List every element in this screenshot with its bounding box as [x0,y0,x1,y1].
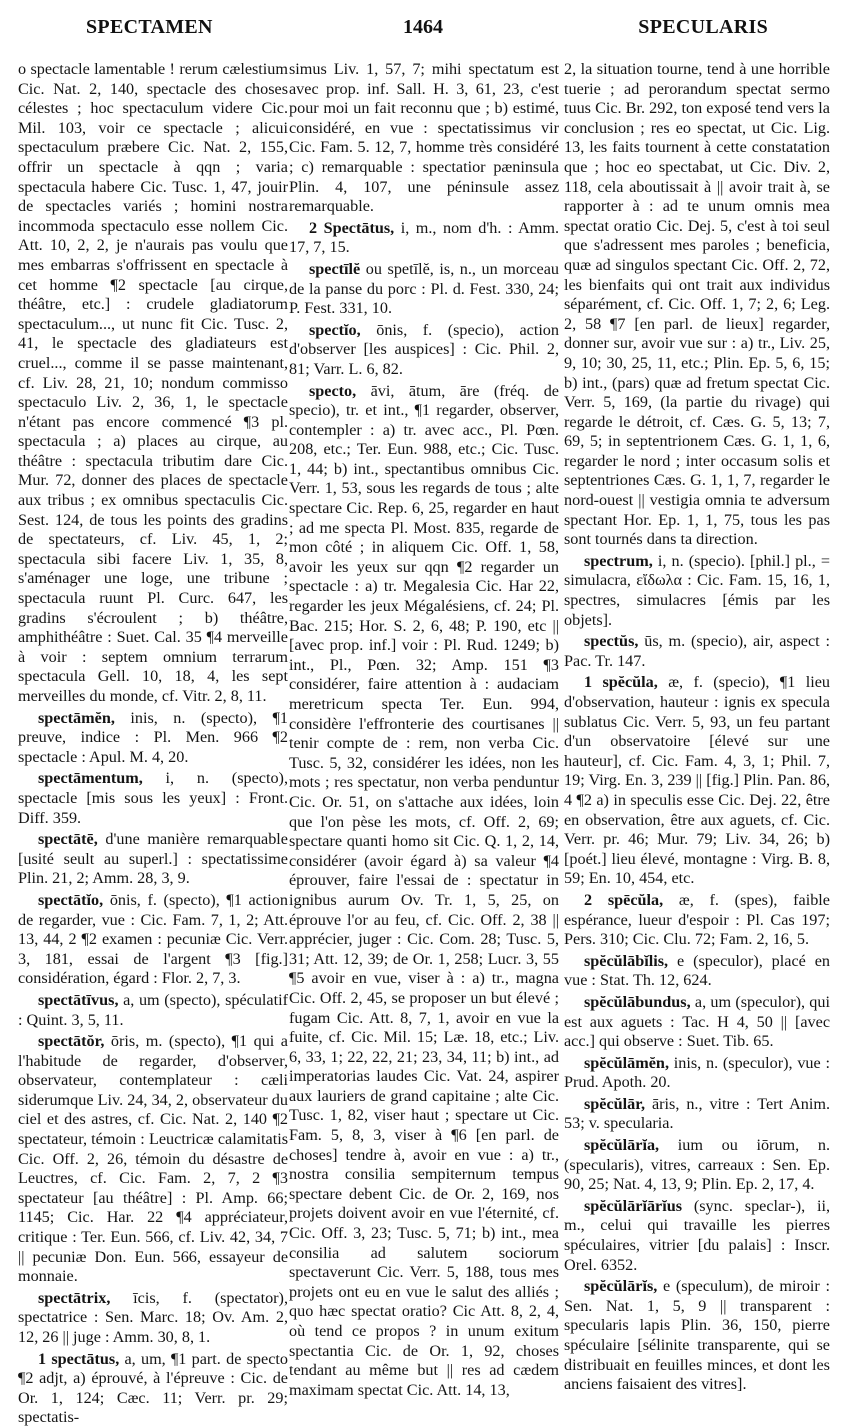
entry [18,769,288,828]
headword: 2 spēcŭla, [584,890,664,909]
page-header [14,8,832,54]
entry-text: o spectacle lamentable ! rerum cælestium Cic. Nat. 2, 140, spectacle des choses célestes ; hoc spectaculum videre Cic. Mil. 103, voir ce spectacle ; alicui spectaculum præbere Cic. Nat. 2, 155, offrir un spectacle à qqn ; varia spectacula habere Cic. Tusc. 1, 47, jouir de spectacles variés ; homini nostra incommoda spectaculo esse nollem Cic. Att. 10, 2, 2, je n'aurais pas voulu que mes embarras s'offrissent en spectacle à cet homme ¶2 spectacle [au cirque, théâtre, etc.] : crudele gladiatorum spectaculum..., ut nunc fit Cic. Tusc. 2, 41, le spectacle des gladiateurs est cruel..., comme il se passe maintenant, cf. Liv. 28, 21, 10; nondum commisso spectaculo Liv. 2, 36, 1, le spectacle n'étant pas encore commencé ¶3 pl. spectacula ; a) places au cirque, au théâtre : spectacula tributim dare Cic. Mur. 72, donner des places de spectacle aux tribus ; ex omnibus spectaculis Cic. Sest. 124, de tous les points des gradins de spectateurs, cf. Liv. 45, 1, 2; spectacula sibi facere Liv. 1, 35, 8, s'aménager une loge, une tribune ; spectacula ruunt Pl. Curc. 647, les gradins s'écroulent ; b) théâtre, amphithéâtre : Suet. Cal. 35 ¶4 merveille à voir : septem omnium terrarum spectacula Gell. 10, 18, 4, les sept merveilles du monde, cf. Vitr. 2, 8, 11. [18,60,288,705]
headword: spectāmentum, [38,769,143,788]
headword: spĕcŭlārĭārĭus [584,1196,683,1215]
entry [18,991,288,1030]
headword: spĕcŭlārĭs, [584,1277,658,1296]
headword: spectātrix, [38,1288,111,1307]
headword: spĕcŭlārĭa, [584,1136,660,1155]
entry-text: a, um (speculor), qui est aux aguets : Tac. H 4, 50 || [avec acc.] qui observe : Suet. Tib. 65. [564,992,830,1051]
headword: spectātŏr, [38,1032,105,1051]
entry-text: d'une manière remarquable [usité seult au superl.] : spectatissime Plin. 21, 2; Amm. 28, 3, 9. [18,830,288,888]
entry [18,60,288,707]
entry-text: a, um (specto), spéculatif : Quint. 3, 5, 11. [18,990,288,1029]
entry [18,1350,288,1428]
headword: spĕcŭlābundus, [584,992,691,1011]
entry-text: i, n. (specio). [phil.] pl., = simulacra, εἴδωλα : Cic. Fam. 15, 16, 1, spectres, simulacres [émis par les objets]. [564,551,830,629]
entry [564,952,830,991]
entry [289,321,559,380]
headword: spĕcŭlābĭlis, [584,951,669,970]
entry [564,1054,830,1093]
entry-text: ōris, m. (specto), ¶1 qui a l'habitude de regarder, d'observer, observateur, contemplateur : cæli siderumque Liv. 24, 34, 2, observateur du ciel et des astres, cf. Cic. Nat. 2, 140 ¶2 spectateur, témoin : Leuctricæ calamitatis Cic. Off. 2, 26, témoin du désastre de Leuctres, cf. Cic. Fam. 2, 7, 2 ¶3 spectateur [au théâtre] : Pl. Amp. 66; 1145; Cic. Har. 22 ¶4 appréciateur, critique : Ter. Eun. 566, cf. Liv. 42, 34, 7 || pecuniæ Don. Eun. 566, essayeur de monnaie. [18,1032,288,1286]
headword: spectātīvus, [38,990,119,1009]
headword: spectāmĕn, [38,708,115,727]
headword: 1 spectātus, [38,1349,120,1368]
entry [564,60,830,550]
entry-text: i, m., nom d'h. : Amm. 17, 7, 15. [289,218,559,257]
entry-text: e (speculor), placé en vue : Stat. Th. 12, 624. [564,951,830,990]
entry [18,709,288,768]
entry [564,1197,830,1275]
entry [564,632,830,671]
header-left-guideword: SPECTAMEN [86,16,213,38]
entry-text: i, n. (specto), spectacle [mis sous les yeux] : Front. Diff. 359. [18,769,288,827]
entry-text: ōnis, f. (specio), action d'observer [les auspices] : Cic. Phil. 2, 81; Varr. L. 6, 82. [289,320,559,378]
entry [564,1095,830,1134]
headword: spĕcŭlāmĕn, [584,1053,669,1072]
column-2 [289,60,559,1399]
headword: spectātē, [38,830,98,849]
headword: specto, [309,381,357,400]
headword: spectīlĕ [309,259,361,278]
entry-text: inis, n. (specto), ¶1 preuve, indice : Pl. Men. 966 ¶2 spectacle : Apul. M. 4, 20. [18,708,288,766]
page-number: 1464 [403,16,443,38]
entry-text: 2, la situation tourne, tend à une horrible tuerie ; ad perorandum spectat sermo tuus Cic. Br. 292, ton exposé tend vers la conclusion ; res eo spectat, ut Cic. Lig. 13, les faits tournent à cette constatation que ; hoc eo spectabat, ut Cic. Div. 2, 118, cela aboutissait à || avoir trait à, se rapporter à : ad te unum omnis mea spectat oratio Cic. Dej. 5, c'est à toi seul que s'adressent mes paroles ; beneficia, quæ ad singulos spectant Cic. Off. 2, 72, les bienfaits qui ont trait aux individus séparément, cf. Cic. Off. 1, 7; 2, 6; Leg. 2, 58 ¶7 [en parl. de lieux] regarder, donner sur, avoir vue sur : a) tr., Liv. 25, 9, 10; 30, 25, 11, etc.; Plin. Ep. 5, 6, 15; b) int., (pars) quæ ad fretum spectat Cic. Verr. 5, 169, (la partie du rivage) qui regarde le détroit, cf. Cæs. G. 5, 13; 7, 69, 5; in septentrionem Cæs. G. 1, 1, 6, regarder le nord ; inter occasum solis et septentriones Cæs. G. 1, 1, 7, regarder le nord-ouest || vestigia omnia te adversum spectant Hor. Ep. 1, 1, 75, tous les pas sont tournés dans ta direction. [564,60,830,549]
entry [18,830,288,889]
entry-text: a, um, ¶1 part. de specto ¶2 adjt, a) éprouvé, à l'épreuve : Cic. de Or. 1, 124; Cæc. 11; Verr. pr. 29; spectatis- [18,1349,288,1427]
entry-text: simus Liv. 1, 57, 7; mihi spectatum est avec prop. inf. Sall. H. 3, 61, 23, c'est pour moi un fait reconnu que ; b) estimé, considéré, en vue : spectatissimus vir Cic. Fam. 5. 12, 7, homme très considéré ; c) remarquable : spectatior pæninsula Plin. 4, 107, une péninsule assez remarquable. [289,60,559,216]
headword: spĕcŭlār, [584,1094,646,1113]
entry-text: ium ou iōrum, n. (specularis), vitres, carreaux : Sen. Ep. 90, 25; Nat. 4, 13, 9; Plin. Ep. 2, 17, 4. [564,1136,830,1194]
entry-text: inis, n. (speculor), vue : Prud. Apoth. 20. [564,1053,830,1092]
entry-text: āvi, ātum, āre (fréq. de specio), tr. et int., ¶1 regarder, observer, contempler : a) tr. avec acc., Pl. Pœn. 208, etc.; Ter. Eun. 988, etc.; Cic. Tusc. 1, 44; b) int., spectantibus omnibus Cic. Verr. 1, 53, sous les regards de tous ; alte spectare Cic. Rep. 6, 25, regarder en haut ; ad me specta Pl. Most. 835, regarde de mon côté ; in aliquem Cic. Off. 1, 58, avoir les yeux sur qqn ¶2 regarder un spectacle : a) tr. Megalesia Cic. Har 22, regarder les jeux Mégalésiens, cf. 24; Pl. Bac. 215; Hor. S. 2, 6, 48; P. 190, etc || [avec prop. inf.] voir : Pl. Rud. 1249; b) int., Pl., Pœn. 32; Amp. 151 ¶3 considérer, faire attention à : audaciam meretricum specta Ter. Eun. 994, considère l'effronterie des courtisanes || tenir compte de : rem, non verba Cic. Tusc. 5, 32, considérer les idées, non les mots ; res spectatur, non verba penduntur Cic. Or. 51, on s'attache aux idées, loin que l'on pèse les mots, cf. Off. 2, 69; spectare quanti homo sit Cic. Q. 1, 2, 14, considérer (avoir égard à) sa valeur ¶4 éprouver, faire l'essai de : spectatur in ignibus aurum Ov. Tr. 1, 5, 25, on éprouve l'or au feu, cf. Cic. Off. 2, 38 || apprécier, juger : Cic. Com. 28; Tusc. 5, 31; Att. 12, 39; de Or. 1, 258; Lucr. 3, 55 ¶5 avoir en vue, viser à : a) tr., magna Cic. Off. 2, 45, se proposer un but élevé ; fugam Cic. Att. 8, 7, 1, avoir en vue la fuite, cf. Cic. Mil. 15; Læ. 18, etc.; Liv. 6, 33, 1; 22, 22, 21; 23, 34, 11; b) int., ad imperatorias laudes Cic. Vat. 24, aspirer aux lauriers de grand capitaine ; alte Cic. Tusc. 1, 82, viser haut ; spectare ut Cic. Fam. 5, 8, 3, viser à ¶6 [en parl. de choses] tendre à, avoir en vue : a) tr., nostra consilia sempiternum tempus spectare debent Cic. de Or. 2, 169, nos projets doivent avoir en vue l'éternité, cf. Cic. Off. 3, 23; Tusc. 5, 71; b) int., mea consilia ad salutem sociorum spectaverunt Cic. Verr. 5, 188, tous mes projets ont eu en vue le salut des alliés ; quo hæc spectat oratio? Cic Att. 8, 2, 4, où tend ce propos ? in unum exitum spectantia Cic. de Or. 1, 92, choses tendant au même but || res ad cædem maximam spectat Cic. Att. 14, 13, [289,381,559,1399]
entry [289,60,559,217]
headword: 2 Spectātus, [309,218,395,237]
entry-text: (sync. speclar-), ii, m., celui qui travaille les pierres spéculaires, vitrier [du palais] : Inscr. Orel. 6352. [564,1196,830,1274]
entry-text: ou spetīlĕ, is, n., un morceau de la panse du porc : Pl. d. Fest. 330, 24; P. Fest. 331, 10. [289,259,559,318]
headword: spectātĭo, [38,890,104,909]
headword: spectĭo, [309,320,361,339]
entry [18,1032,288,1287]
entry [564,673,830,889]
headword: spectŭs, [584,632,639,651]
entry [564,552,830,630]
entry [289,219,559,258]
entry-text: æ, f. (spes), faible espérance, lueur d'espoir : Pl. Cas 197; Pers. 310; Cic. Clu. 72; Fam. 2, 16, 5. [564,890,830,949]
entry [564,891,830,950]
entry [564,1136,830,1195]
entry-text: æ, f. (specio), ¶1 lieu d'observation, hauteur : ignis ex specula sublatus Cic. Verr. 5, 93, un feu partant d'un observatoire [élevé sur une hauteur], cf. Cic. Fam. 4, 3, 1; Phil. 7, 19; Virg. En. 3, 239 || [fig.] Plin. Pan. 86, 4 ¶2 a) in speculis esse Cic. Dej. 22, être en observation, être aux aguets, cf. Cic. Verr. pr. 46; Mur. 79; Liv. 34, 26; b) [poét.] lieu élevé, montagne : Virg. B. 8, 59; En. 10, 454, etc. [564,673,830,888]
entry-text: e (speculum), de miroir : Sen. Nat. 1, 5, 9 || transparent : specularis lapis Plin. 36, 150, pierre spéculaire [sélinite transparente, qui se distribuait en feuilles minces, et dont les anciens faisaient des vitres]. [564,1277,830,1394]
headword: 1 spĕcŭla, [584,673,658,692]
entry [289,260,559,319]
column-3 [564,60,830,1394]
entry-text: āris, n., vitre : Tert Anim. 53; v. specularia. [564,1094,830,1133]
headword: spectrum, [584,551,653,570]
entry [18,1289,288,1348]
entry [564,993,830,1052]
header-right-guideword: SPECULARIS [638,16,768,38]
entry [18,891,288,989]
entry [564,1277,830,1395]
entry-text: ōnis, f. (specto), ¶1 action de regarder, vue : Cic. Fam. 7, 1, 2; Att. 13, 44, 2 ¶2 examen : pecuniæ Cic. Verr. 3, 181, essai de l'argent ¶3 [fig.] considération, égard : Flor. 2, 7, 3. [18,890,288,988]
entry-text: īcis, f. (spectator), spectatrice : Sen. Marc. 18; Ov. Am. 2, 12, 26 || juge : Amm. 30, 8, 1. [18,1288,288,1346]
entry [289,382,559,1401]
column-1 [18,60,288,1427]
entry-text: ūs, m. (specio), air, aspect : Pac. Tr. 147. [564,632,830,670]
